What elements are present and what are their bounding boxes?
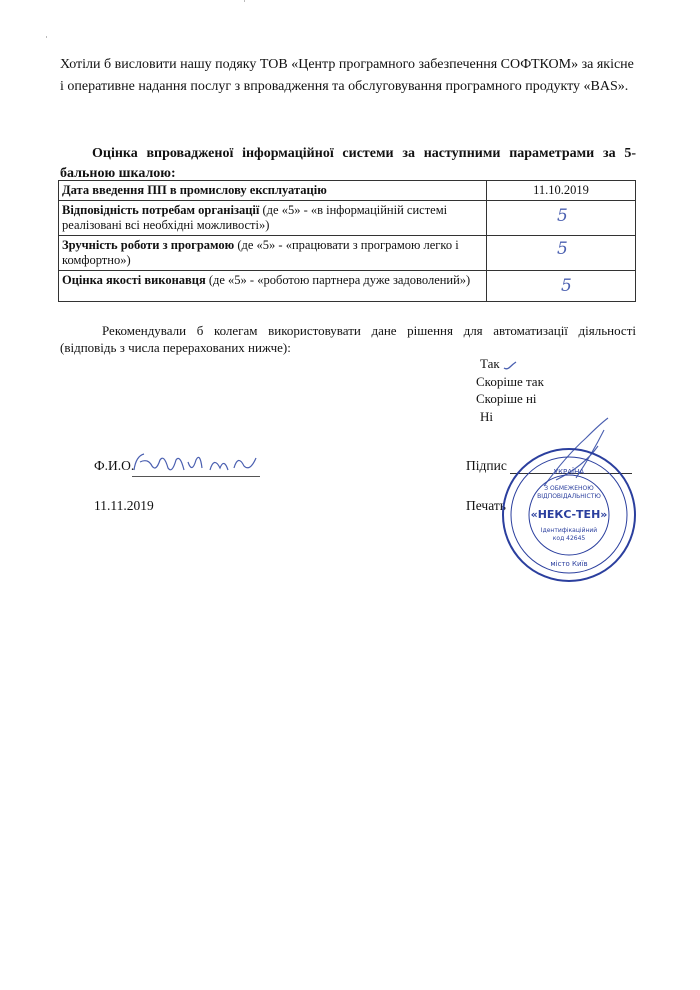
handwritten-score: 5 <box>561 276 572 296</box>
svg-text:«НЕКС-ТЕН»: «НЕКС-ТЕН» <box>530 508 608 521</box>
svg-text:З ОБМЕЖЕНОЮ: З ОБМЕЖЕНОЮ <box>544 485 594 492</box>
intro-paragraph: Хотіли б висловити нашу подяку ТОВ «Центр програмного забезпечення СОФТКОМ» за якісне і оперативне надання послуг з впровадження та обслуговування програмного продукту «BAS». <box>60 57 634 94</box>
check-mark-icon <box>502 360 518 372</box>
row-value <box>487 236 636 271</box>
company-seal-icon <box>500 446 638 584</box>
svg-text:код 42645: код 42645 <box>552 535 586 542</box>
recommend-paragraph: Рекомендували б колегам використовувати дане рішення для автоматизації діяльності (відповідь з числа перерахованих нижче): <box>60 323 636 355</box>
row-value: 11.10.2019 <box>487 181 636 201</box>
row-label: Оцінка якості виконавця (де «5» - «роботою партнера дуже задоволений») <box>59 271 487 302</box>
svg-text:ВІДПОВІДАЛЬНІСТЮ: ВІДПОВІДАЛЬНІСТЮ <box>537 493 601 500</box>
handwritten-score: 5 <box>557 239 568 259</box>
scan-speck <box>46 36 47 38</box>
handwritten-score: 5 <box>557 206 568 226</box>
row-label: Зручність роботи з програмою (де «5» - «працювати з програмою легко і комфортно») <box>59 236 487 271</box>
option-yes: Так <box>480 356 500 371</box>
handwritten-name-icon <box>130 448 265 478</box>
rating-table <box>58 180 636 302</box>
row-value <box>487 271 636 302</box>
svg-text:УКРАЇНА: УКРАЇНА <box>553 468 585 476</box>
table-row <box>59 271 636 302</box>
signature-label: Підпис <box>466 458 507 473</box>
svg-text:Ідентифікаційний: Ідентифікаційний <box>540 527 598 534</box>
handwritten-name <box>130 448 265 483</box>
fio-label: Ф.И.О. <box>94 458 135 473</box>
table-row <box>59 201 636 236</box>
table-row <box>59 181 636 201</box>
row-label: Дата введення ПП в промислову експлуатацію <box>59 181 487 201</box>
stamp-label: Печать <box>466 498 506 513</box>
rating-heading: Оцінка впровадженої інформаційної системи за наступними параметрами за 5-бальною шкалою: <box>60 146 636 181</box>
option-rather-no: Скоріше ні <box>476 391 537 406</box>
fio-underline <box>132 476 260 477</box>
option-rather-yes: Скоріше так <box>476 373 544 389</box>
row-value <box>487 201 636 236</box>
scan-speck <box>244 0 245 2</box>
option-no: Ні <box>480 408 493 424</box>
row-label: Відповідність потребам організації (де «5» - «в інформаційній системі реалізовані всі необхідні можливості») <box>59 201 487 236</box>
signing-date: 11.11.2019 <box>94 498 154 513</box>
svg-text:місто Київ: місто Київ <box>550 560 588 568</box>
table-row <box>59 236 636 271</box>
